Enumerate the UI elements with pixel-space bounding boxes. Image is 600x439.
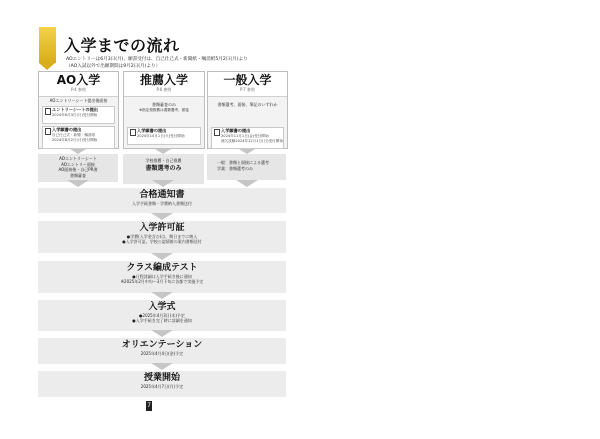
box-line: 自己仕己式・新聞・嘱消紙 [52,132,96,137]
document-icon [45,128,51,135]
header-note-2: （AO入試以外で出願期間は9月2日(月)より） [66,64,161,69]
result-line: AOエントリー面接 [61,161,95,167]
result-title: 学校推薦・自己推薦 [145,158,182,163]
arrow-down-icon [151,213,173,220]
bookmark-ribbon-icon [39,27,56,63]
arrow-down-icon [67,180,89,187]
document-icon [45,108,51,115]
arrow-down-icon [236,180,258,187]
column-ao-result [38,154,118,182]
result-main: 書類選考のみ [145,164,182,172]
stage-placement-test [38,261,286,293]
stage-title: 合格通知書 [139,190,185,200]
arrow-down-icon [152,180,174,187]
column-general-name: 一般入学 [223,73,272,87]
arrow-down-icon [151,363,173,370]
result-line: 学業：書類選考のみ [217,165,253,171]
column-ao-box-entry [42,106,115,124]
stage-line: ※2025年2月中旬～3月下旬に各都で実施予定 [120,279,204,284]
column-general-ref: P.7 参照 [240,87,255,92]
box-line: 2024年10月1日(火)受付開始 [137,134,185,138]
box-title: エントリーシートの提出 [52,106,98,112]
column-general-lead: 書類選考、面接、筆記のいずれか [217,102,278,107]
stage-acceptance-notice [38,188,286,213]
column-recommendation-box-application [127,127,201,145]
box-title: 入学願書の提出 [52,126,82,132]
column-ao-ref: P.4 参照 [71,87,86,92]
stage-title: 授業開始 [143,373,180,383]
column-general-result [207,154,286,180]
stage-line: ●日程詳細は入学手続き後に通知 [132,274,192,279]
stage-line: ●入学手続き完了時に詳細を通知 [132,318,192,323]
stage-title: クラス編成テスト [126,263,198,273]
column-recommendation-extra: ※指定校推薦は書類選考、面接 [139,107,189,112]
column-recommendation-ref: P.6 参照 [156,87,172,92]
arrow-down-icon [151,330,173,337]
stage-line: ●2025年4月3日(木)予定 [139,313,185,318]
column-recommendation [123,71,205,149]
stage-classes-start [38,371,286,397]
result-line: AOエントリーシート [59,156,97,161]
page-number: 7 [147,402,151,409]
box-line: 2024年8月2日(月)受付開始 [52,137,98,142]
document-icon [130,129,136,136]
column-ao [38,71,119,149]
document-icon [214,129,220,136]
stage-line: ●学費(入学金含む)は、期日までに納入 [126,234,198,239]
page-title: 入学までの流れ [64,36,180,55]
stage-admission-permit [38,221,286,253]
header-note-1: AOエントリーは6月3日(月)、願書受付は、自己仕己式・新聞紙・嘱消紙5月2日(月)より [66,57,248,62]
arrow-down-icon [151,253,173,260]
box-title: 入学願書の提出 [221,127,251,133]
column-ao-lead: AOエントリーシート提出後面接 [49,98,108,103]
stage-orientation [38,338,286,364]
arrow-down-icon [151,292,173,299]
column-recommendation-lead: 書類審査のみ [152,102,176,107]
stage-title: オリエンテーション [121,340,203,350]
box-line: 2024年6月3日(月)受付開始 [52,112,98,117]
column-general-box-application [211,127,284,149]
stage-title: 入学許可証 [139,223,185,233]
stage-line: 2025年4月7日(月)予定 [140,384,184,389]
stage-line: ●入学許可証、学校公認情報の案内書類送付 [122,239,202,244]
result-line: 一般：書類と面接による選考 [217,160,269,165]
column-ao-name: AO入学 [56,73,101,87]
stage-line: 2025年4月4日(金)予定 [140,351,184,356]
column-general [207,71,288,149]
box-title: 入学願書の提出 [137,128,167,133]
stage-title: 入学式 [148,302,176,312]
box-line: 2024年11月1日(金)受付開始 [221,133,269,138]
result-line: 書類審査 [70,172,86,178]
column-ao-box-application [42,126,115,149]
stage-entrance-ceremony [38,300,286,331]
stage-line: 入学手続書類・学費納入書類送付 [132,201,192,206]
column-recommendation-name: 推薦入学 [139,73,188,87]
box-line: 補欠試験2024年12月1日(日)受付開始 [221,138,283,143]
result-line: AO面接後・自己PR書 [58,167,98,172]
